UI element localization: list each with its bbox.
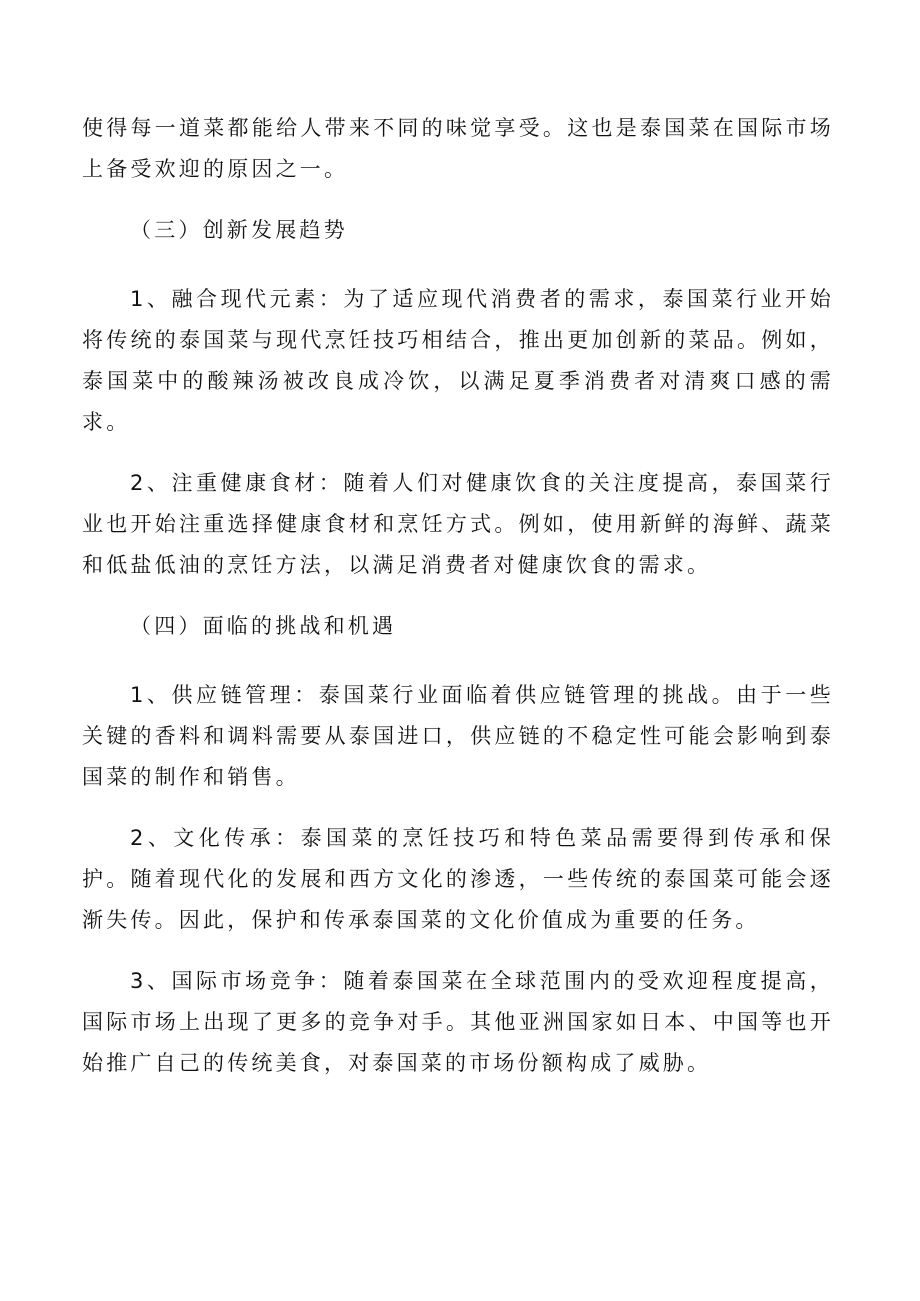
- paragraph-market-competition: 3、国际市场竞争：随着泰国菜在全球范围内的受欢迎程度提高，国际市场上出现了更多的竞争对手。其他亚洲国家如日本、中国等也开始推广自己的传统美食，对泰国菜的市场份额构成了威胁。: [82, 969, 834, 1075]
- paragraph-healthy-ingredients: 2、注重健康食材：随着人们对健康饮食的关注度提高，泰国菜行业也开始注重选择健康食材和烹饪方式。例如，使用新鲜的海鲜、蔬菜和低盐低油的烹饪方法，以满足消费者对健康饮食的需求。: [82, 471, 834, 577]
- paragraph-modern-elements: 1、融合现代元素：为了适应现代消费者的需求，泰国菜行业开始将传统的泰国菜与现代烹饪技巧相结合，推出更加创新的菜品。例如，泰国菜中的酸辣汤被改良成冷饮，以满足夏季消费者对清爽口感的需求。: [82, 287, 834, 434]
- section-heading-innovation: （三）创新发展趋势: [130, 218, 348, 242]
- section-heading-challenges: （四）面临的挑战和机遇: [130, 614, 397, 638]
- paragraph-continued: 使得每一道菜都能给人带来不同的味觉享受。这也是泰国菜在国际市场上备受欢迎的原因之一。: [82, 116, 834, 181]
- document-body: [82, 108, 834, 1104]
- paragraph-cultural-heritage: 2、文化传承：泰国菜的烹饪技巧和特色菜品需要得到传承和保护。随着现代化的发展和西方文化的渗透，一些传统的泰国菜可能会逐渐失传。因此，保护和传承泰国菜的文化价值成为重要的任务。: [82, 826, 834, 932]
- paragraph-supply-chain: 1、供应链管理：泰国菜行业面临着供应链管理的挑战。由于一些关键的香料和调料需要从泰国进口，供应链的不稳定性可能会影响到泰国菜的制作和销售。: [82, 683, 834, 789]
